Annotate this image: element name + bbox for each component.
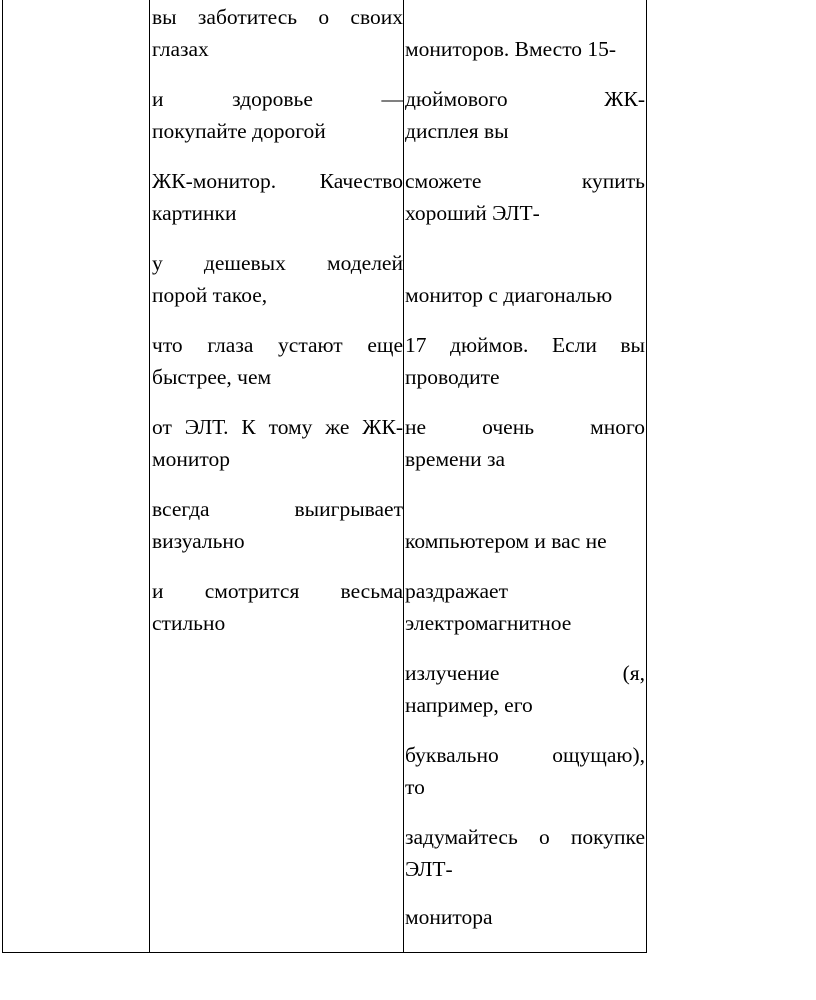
text-line: то (405, 775, 425, 799)
text-line: 17 дюймов. Если вы (405, 333, 645, 357)
text-line: ЭЛТ- (405, 857, 453, 881)
text-line: сможете купить (405, 169, 645, 193)
text-line: мониторов. Вместо 15- (405, 37, 617, 61)
text-line: от ЭЛТ. К тому же ЖК- (152, 415, 403, 439)
text-line: порой такое, (152, 283, 268, 307)
text-line: электромагнитное (405, 611, 572, 635)
table-border-bottom (2, 952, 647, 953)
text-line: быстрее, чем (152, 365, 272, 389)
comparison-table (2, 0, 647, 953)
text-line: дисплея вы (405, 119, 509, 143)
text-line: и здоровье — (152, 87, 403, 111)
text-line: визуально (152, 529, 245, 553)
text-line: ЖК-монитор. Качество (152, 169, 403, 193)
text-line: излучение (я, (405, 661, 645, 685)
table-border-right (646, 0, 647, 953)
text-line: времени за (405, 447, 506, 471)
text-line: компьютером и вас не (405, 529, 607, 553)
text-line (405, 3, 645, 31)
text-line: буквально ощущаю), (405, 743, 645, 767)
text-line: например, его (405, 693, 533, 717)
text-line: не очень много (405, 415, 645, 439)
text-line: монитора (405, 905, 493, 929)
text-line: задумайтесь о покупке (405, 825, 645, 849)
text-line: раздражает (405, 579, 508, 603)
text-line (405, 495, 645, 523)
text-line: стильно (152, 611, 226, 635)
table-divider-1 (149, 0, 150, 953)
table-border-left (2, 0, 3, 953)
text-line: хороший ЭЛТ- (405, 201, 540, 225)
text-line: покупайте дорогой (152, 119, 326, 143)
text-line: всегда выигрывает (152, 497, 403, 521)
table-divider-2 (403, 0, 404, 953)
text-line: дюймового ЖК- (405, 87, 645, 111)
text-line: и смотрится весьма (152, 579, 403, 603)
text-line (405, 249, 645, 277)
text-line: вы заботитесь о своих (152, 5, 403, 29)
text-line: глазах (152, 37, 209, 61)
text-line: монитор (152, 447, 230, 471)
text-line: что глаза устают еще (152, 333, 403, 357)
text-line: проводите (405, 365, 500, 389)
text-line: у дешевых моделей (152, 251, 403, 275)
text-line: монитор с диагональю (405, 283, 613, 307)
text-line: картинки (152, 201, 237, 225)
